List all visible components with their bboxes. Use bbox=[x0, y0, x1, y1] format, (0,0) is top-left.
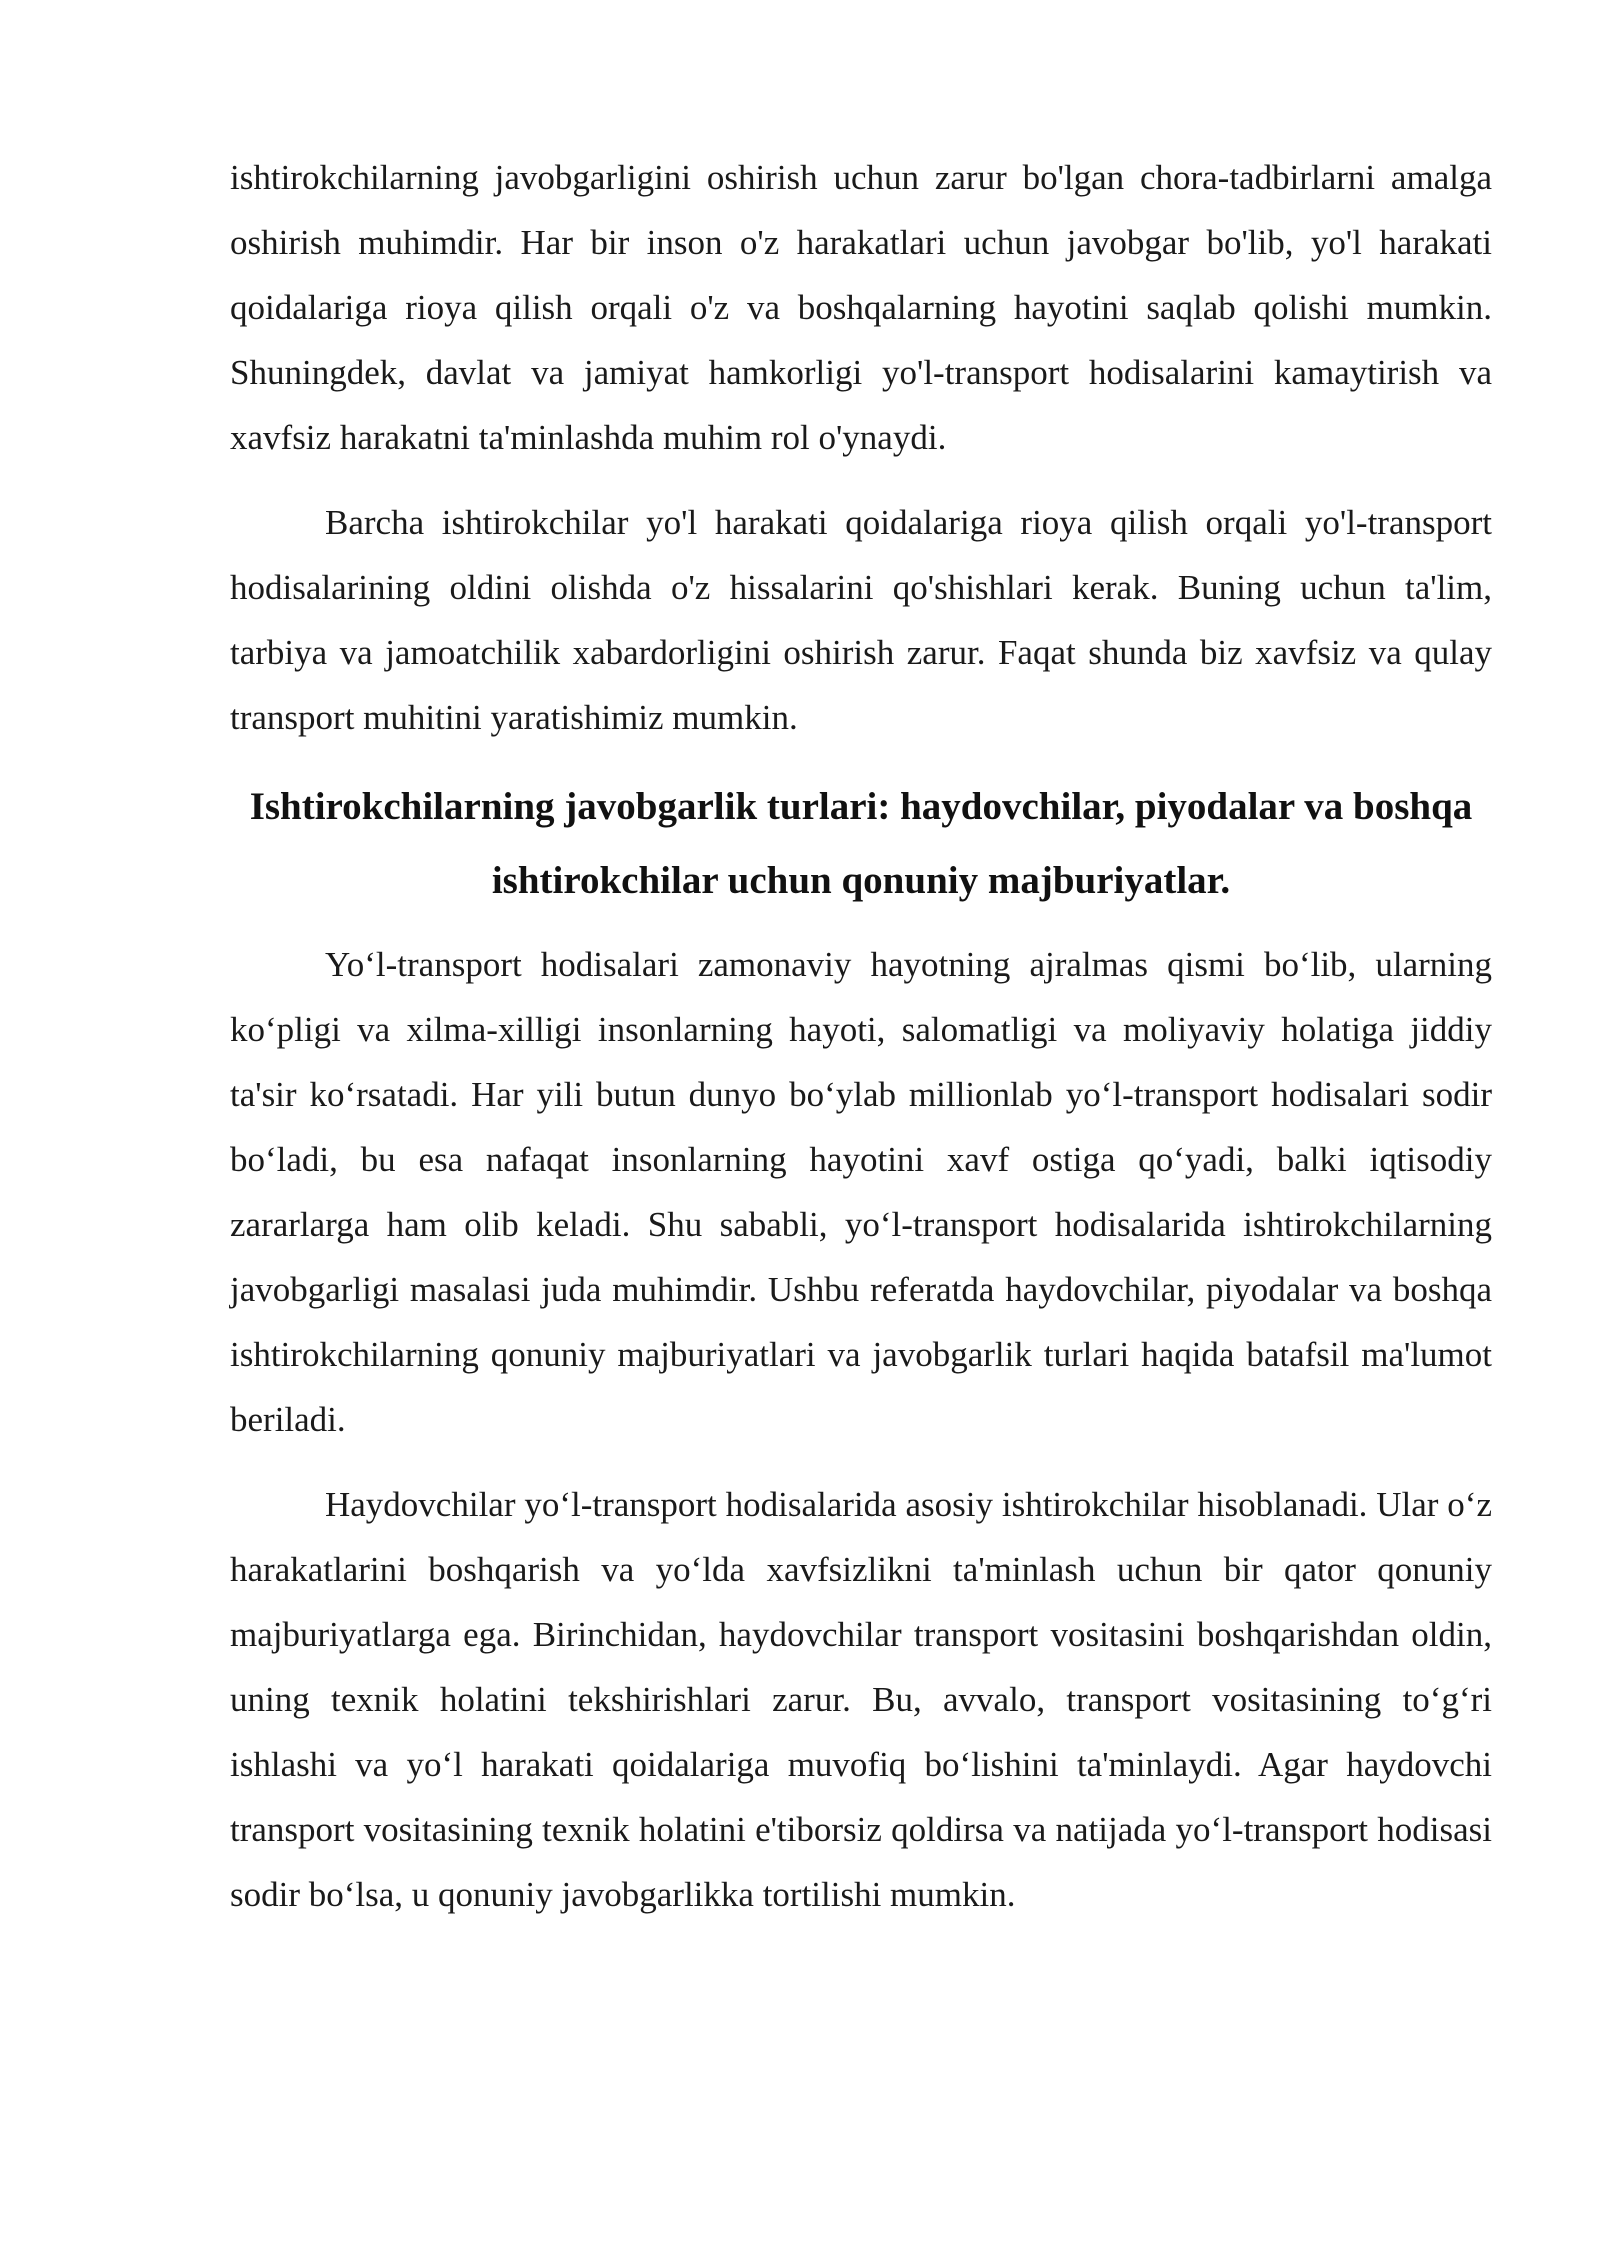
paragraph: Haydovchilar yo‘l-transport hodisalarida asosiy ishtirokchilar hisoblanadi. Ular o‘z harakatlarini boshqarish va yo‘lda xavfsizlikni ta'minlash uchun bir qator qonuniy majburiyatlarga ega. Birinchidan, haydovchilar transport vositasini boshqarishdan oldin, uning texnik holatini tekshirishlari zarur. Bu, avvalo, transport vositasining to‘g‘ri ishlashi va yo‘l harakati qoidalariga muvofiq bo‘lishini ta'minlaydi. Agar haydovchi transport vositasining texnik holatini e'tiborsiz qoldirsa va natijada yo‘l-transport hodisasi sodir bo‘lsa, u qonuniy javobgarlikka tortilishi mumkin. bbox=[230, 1485, 1492, 1914]
section-heading: Ishtirokchilarning javobgarlik turlari: haydovchilar, piyodalar va boshqa ishtirokchilar uchun qonuniy majburiyatlar. bbox=[249, 785, 1473, 902]
paragraph-continued: ishtirokchilarning javobgarligini oshirish uchun zarur bo'lgan chora-tadbirlarni amalga oshirish muhimdir. Har bir inson o'z harakatlari uchun javobgar bo'lib, yo'l harakati qoidalariga rioya qilish orqali o'z va boshqalarning hayotini saqlab qolishi mumkin. Shuningdek, davlat va jamiyat hamkorligi yo'l-transport hodisalarini kamaytirish va xavfsiz harakatni ta'minlashda muhim rol o'ynaydi. bbox=[230, 158, 1492, 457]
paragraph: Barcha ishtirokchilar yo'l harakati qoidalariga rioya qilish orqali yo'l-transport hodisalarining oldini olishda o'z hissalarini qo'shishlari kerak. Buning uchun ta'lim, tarbiya va jamoatchilik xabardorligini oshirish zarur. Faqat shunda biz xavfsiz va qulay transport muhitini yaratishimiz mumkin. bbox=[230, 503, 1492, 737]
document-body bbox=[230, 145, 1492, 1947]
paragraph: Yo‘l-transport hodisalari zamonaviy hayotning ajralmas qismi bo‘lib, ularning ko‘pligi va xilma-xilligi insonlarning hayoti, salomatligi va moliyaviy holatiga jiddiy ta'sir ko‘rsatadi. Har yili butun dunyo bo‘ylab millionlab yo‘l-transport hodisalari sodir bo‘ladi, bu esa nafaqat insonlarning hayotini xavf ostiga qo‘yadi, balki iqtisodiy zararlarga ham olib keladi. Shu sababli, yo‘l-transport hodisalarida ishtirokchilarning javobgarligi masalasi juda muhimdir. Ushbu referatda haydovchilar, piyodalar va boshqa ishtirokchilarning qonuniy majburiyatlari va javobgarlik turlari haqida batafsil ma'lumot beriladi. bbox=[230, 945, 1492, 1439]
